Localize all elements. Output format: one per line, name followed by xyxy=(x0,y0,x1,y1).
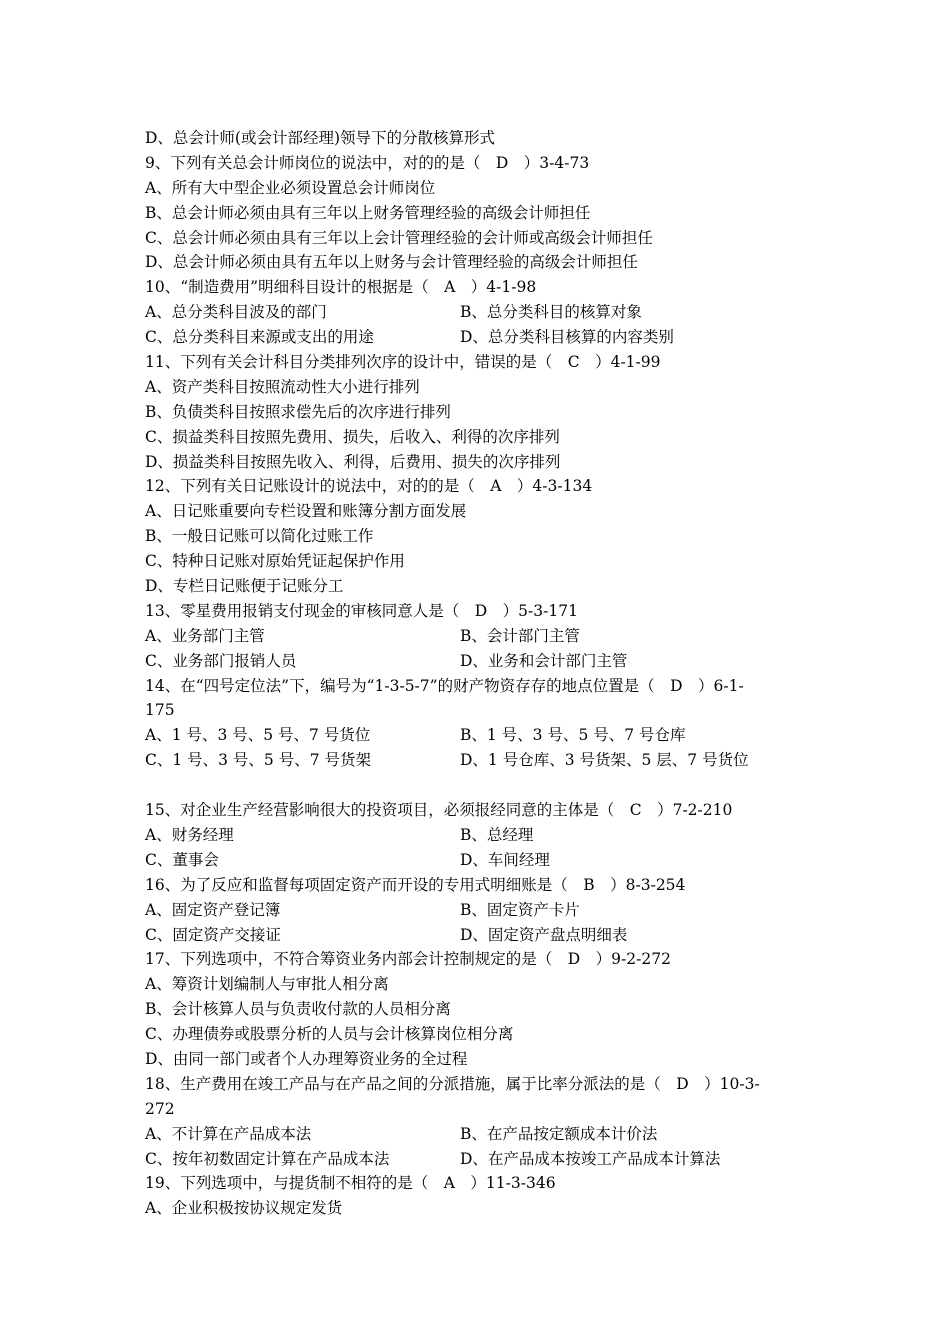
option-row xyxy=(145,649,815,674)
option-left: A、业务部门主管 xyxy=(145,626,265,645)
text-line: 10、“制造费用”明细科目设计的根据是（ A ）4-1-98 xyxy=(145,278,537,297)
option-row xyxy=(145,624,815,649)
option-row xyxy=(145,898,815,923)
question-list xyxy=(145,126,815,1221)
text-line: C、特种日记账对原始凭证起保护作用 xyxy=(145,552,405,571)
text-line: 272 xyxy=(145,1099,175,1118)
option-row xyxy=(145,748,815,773)
option-left: C、业务部门报销人员 xyxy=(145,651,297,670)
option-row xyxy=(145,848,815,873)
option-left: C、董事会 xyxy=(145,850,219,869)
text-line: C、办理债券或股票分析的人员与会计核算岗位相分离 xyxy=(145,1025,514,1044)
option-left: A、财务经理 xyxy=(145,825,234,844)
text-line: B、负债类科目按照求偿先后的次序进行排列 xyxy=(145,402,451,421)
option-right: D、固定资产盘点明细表 xyxy=(460,925,628,944)
text-line: A、筹资计划编制人与审批人相分离 xyxy=(145,975,389,994)
option-left: A、1 号、3 号、5 号、7 号货位 xyxy=(145,726,371,745)
text-line: A、所有大中型企业必须设置总会计师岗位 xyxy=(145,178,436,197)
option-right: D、1 号仓库、3 号货架、5 层、7 号货位 xyxy=(460,751,749,770)
text-line: C、损益类科目按照先费用、损失，后收入、利得的次序排列 xyxy=(145,427,560,446)
option-row xyxy=(145,300,815,325)
text-line: 175 xyxy=(145,701,175,720)
text-line: 14、在“四号定位法”下，编号为“1-3-5-7”的财产物资存存的地点位置是（ D ）6-1- xyxy=(145,676,744,695)
option-right: D、总分类科目核算的内容类别 xyxy=(460,328,674,347)
option-right: B、会计部门主管 xyxy=(460,626,580,645)
text-line: 12、下列有关日记账设计的说法中，对的的是（ A ）4-3-134 xyxy=(145,477,593,496)
blank-line xyxy=(145,773,815,798)
text-line: 15、对企业生产经营影响很大的投资项目，必须报经同意的主体是（ C ）7-2-210 xyxy=(145,801,733,820)
option-row xyxy=(145,1122,815,1147)
text-line: B、会计核算人员与负责收付款的人员相分离 xyxy=(145,1000,451,1019)
option-row xyxy=(145,723,815,748)
option-right: B、总经理 xyxy=(460,825,534,844)
text-line: D、由同一部门或者个人办理筹资业务的全过程 xyxy=(145,1049,468,1068)
option-row xyxy=(145,923,815,948)
text-line: D、专栏日记账便于记账分工 xyxy=(145,577,344,596)
option-right: B、在产品按定额成本计价法 xyxy=(460,1124,658,1143)
option-left: C、固定资产交接证 xyxy=(145,925,281,944)
text-line: 11、下列有关会计科目分类排列次序的设计中，错误的是（ C ）4-1-99 xyxy=(145,353,661,372)
option-right: B、固定资产卡片 xyxy=(460,900,580,919)
text-line: 19、下列选项中，与提货制不相符的是（ A ）11-3-346 xyxy=(145,1174,556,1193)
option-right: B、总分类科目的核算对象 xyxy=(460,303,642,322)
text-line: 13、零星费用报销支付现金的审核同意人是（ D ）5-3-171 xyxy=(145,601,578,620)
option-left: C、1 号、3 号、5 号、7 号货架 xyxy=(145,751,372,770)
option-left: A、固定资产登记簿 xyxy=(145,900,281,919)
option-right: D、在产品成本按竣工产品成本计算法 xyxy=(460,1149,721,1168)
text-line: B、总会计师必须由具有三年以上财务管理经验的高级会计师担任 xyxy=(145,203,591,222)
text-line: 9、下列有关总会计师岗位的说法中，对的的是（ D ）3-4-73 xyxy=(145,153,590,172)
text-line: D、损益类科目按照先收入、利得，后费用、损失的次序排列 xyxy=(145,452,561,471)
option-left: A、总分类科目波及的部门 xyxy=(145,303,327,322)
text-line: D、总会计师必须由具有五年以上财务与会计管理经验的高级会计师担任 xyxy=(145,253,638,272)
option-row xyxy=(145,325,815,350)
text-line: D、总会计师(或会计部经理)领导下的分散核算形式 xyxy=(145,129,496,147)
text-line: 18、生产费用在竣工产品与在产品之间的分派措施，属于比率分派法的是（ D ）10-3- xyxy=(145,1074,760,1093)
option-left: A、不计算在产品成本法 xyxy=(145,1124,312,1143)
text-line: C、总会计师必须由具有三年以上会计管理经验的会计师或高级会计师担任 xyxy=(145,228,653,247)
option-right: D、车间经理 xyxy=(460,850,550,869)
option-right: B、1 号、3 号、5 号、7 号仓库 xyxy=(460,726,686,745)
text-line: 17、下列选项中，不符合筹资业务内部会计控制规定的是（ D ）9-2-272 xyxy=(145,950,671,969)
option-right: D、业务和会计部门主管 xyxy=(460,651,628,670)
option-row xyxy=(145,823,815,848)
text-line: 16、为了反应和监督每项固定资产而开设的专用式明细账是（ B ）8-3-254 xyxy=(145,875,686,894)
option-row xyxy=(145,1147,815,1172)
text-line: A、资产类科目按照流动性大小进行排列 xyxy=(145,377,420,396)
text-line: B、一般日记账可以简化过账工作 xyxy=(145,527,374,546)
text-line: A、企业积极按协议规定发货 xyxy=(145,1199,343,1218)
option-left: C、总分类科目来源或支出的用途 xyxy=(145,328,374,347)
option-left: C、按年初数固定计算在产品成本法 xyxy=(145,1149,390,1168)
text-line: A、日记账重要向专栏设置和账簿分割方面发展 xyxy=(145,502,467,521)
